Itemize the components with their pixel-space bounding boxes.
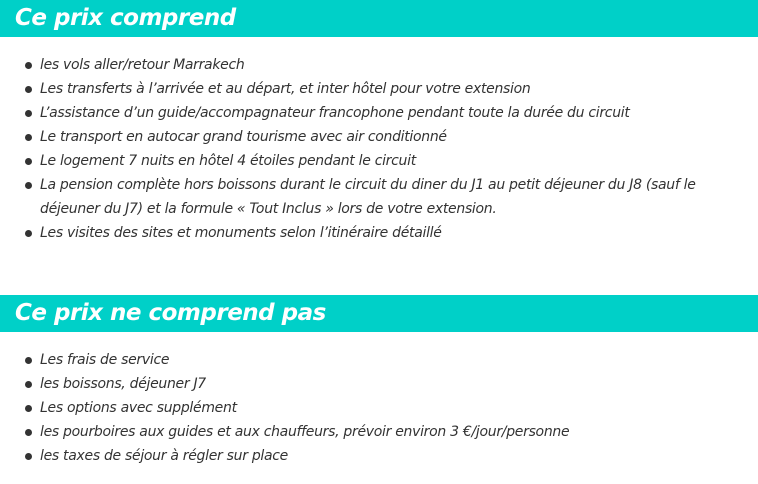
list-item: La pension complète hors boissons durant le circuit du diner du J1 au petit déjeuner du J8 (sauf le déjeuner du J7) et la formule « Tout Inclus » lors de votre extension. <box>0 173 758 221</box>
bullet-icon <box>25 453 32 460</box>
bullet-icon <box>25 357 32 364</box>
list-item: L’assistance d’un guide/accompagnateur francophone pendant toute la durée du circuit <box>0 101 758 125</box>
list-item: Le logement 7 nuits en hôtel 4 étoiles pendant le circuit <box>0 149 758 173</box>
bullet-icon <box>25 429 32 436</box>
bullet-icon <box>25 182 32 189</box>
bullet-icon <box>25 110 32 117</box>
bullet-icon <box>25 134 32 141</box>
bullet-icon <box>25 405 32 412</box>
bullet-icon <box>25 86 32 93</box>
list-item: Les options avec supplément <box>0 396 758 420</box>
list-item: les boissons, déjeuner J7 <box>0 372 758 396</box>
included-section-header <box>0 0 758 37</box>
included-section-title: Ce prix comprend <box>15 5 236 31</box>
list-item: Les transferts à l’arrivée et au départ, et inter hôtel pour votre extension <box>0 77 758 101</box>
list-item: les vols aller/retour Marrakech <box>0 53 758 77</box>
list-item: les taxes de séjour à régler sur place <box>0 444 758 468</box>
bullet-icon <box>25 62 32 69</box>
bullet-icon <box>25 158 32 165</box>
excluded-list <box>0 348 758 468</box>
bullet-icon <box>25 381 32 388</box>
excluded-section-title: Ce prix ne comprend pas <box>15 300 326 326</box>
list-item: Le transport en autocar grand tourisme avec air conditionné <box>0 125 758 149</box>
list-item: Les frais de service <box>0 348 758 372</box>
excluded-section-header <box>0 295 758 332</box>
list-item: les pourboires aux guides et aux chauffeurs, prévoir environ 3 €/jour/personne <box>0 420 758 444</box>
bullet-icon <box>25 230 32 237</box>
included-list <box>0 53 758 245</box>
list-item: Les visites des sites et monuments selon l’itinéraire détaillé <box>0 221 758 245</box>
